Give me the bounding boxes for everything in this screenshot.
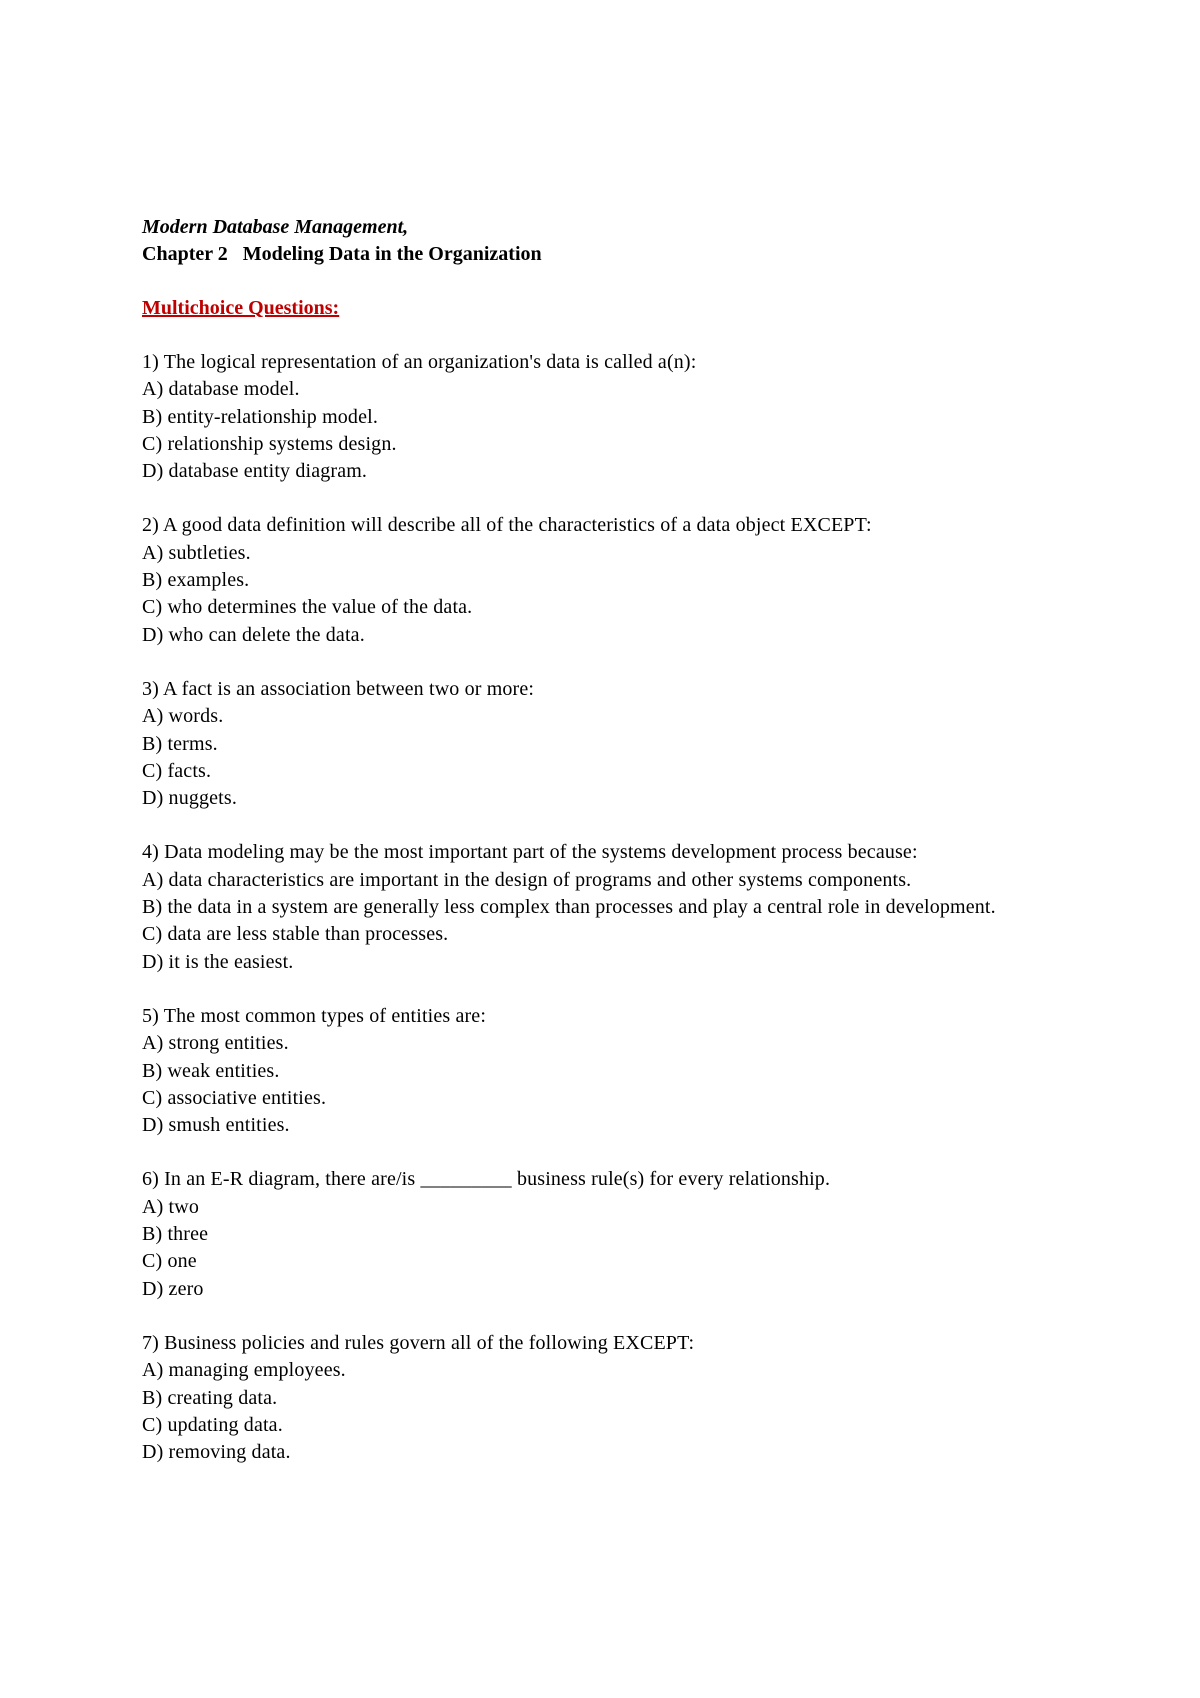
- option-c: C) one: [142, 1250, 197, 1273]
- option-d: D) zero: [142, 1277, 204, 1300]
- option-b: B) examples.: [142, 569, 250, 592]
- question-4: [142, 839, 1082, 975]
- option-b: B) the data in a system are generally less complex than processes and play a central role in development.: [142, 896, 996, 919]
- option-d: D) nuggets.: [142, 787, 237, 810]
- question-5: [142, 1003, 1082, 1139]
- option-a: A) strong entities.: [142, 1032, 289, 1055]
- option-b: B) entity-relationship model.: [142, 405, 378, 428]
- question-1: [142, 349, 1082, 485]
- question-stem: 6) In an E-R diagram, there are/is _________ business rule(s) for every relationship.: [142, 1168, 831, 1191]
- option-b: B) terms.: [142, 732, 218, 755]
- option-a: A) data characteristics are important in the design of programs and other systems components.: [142, 868, 912, 891]
- question-stem: 2) A good data definition will describe all of the characteristics of a data object EXCEPT:: [142, 514, 872, 537]
- book-title: Modern Database Management,: [142, 216, 409, 238]
- option-d: D) database entity diagram.: [142, 460, 368, 483]
- option-c: C) updating data.: [142, 1413, 283, 1436]
- question-6: [142, 1166, 1082, 1302]
- option-d: D) it is the easiest.: [142, 950, 294, 973]
- option-a: A) words.: [142, 705, 224, 728]
- option-d: D) removing data.: [142, 1441, 291, 1464]
- option-d: D) who can delete the data.: [142, 623, 365, 646]
- option-c: C) relationship systems design.: [142, 432, 397, 455]
- question-stem: 4) Data modeling may be the most important part of the systems development process because:: [142, 841, 918, 864]
- option-a: A) two: [142, 1195, 200, 1218]
- question-stem: 5) The most common types of entities are:: [142, 1004, 487, 1027]
- option-a: A) managing employees.: [142, 1359, 346, 1382]
- section-heading: Multichoice Questions:: [142, 297, 340, 319]
- section-heading-wrapper: [142, 268, 1082, 322]
- option-b: B) weak entities.: [142, 1059, 280, 1082]
- option-c: C) facts.: [142, 759, 212, 782]
- question-stem: 7) Business policies and rules govern all of the following EXCEPT:: [142, 1331, 695, 1354]
- question-7: [142, 1330, 1082, 1466]
- option-c: C) data are less stable than processes.: [142, 923, 449, 946]
- question-stem: 1) The logical representation of an organization's data is called a(n):: [142, 351, 697, 373]
- chapter-title: Chapter 2 Modeling Data in the Organization: [142, 243, 542, 265]
- document-page: [142, 214, 1082, 1466]
- option-b: B) creating data.: [142, 1386, 278, 1409]
- option-d: D) smush entities.: [142, 1114, 290, 1137]
- question-2: [142, 512, 1082, 648]
- option-c: C) associative entities.: [142, 1086, 327, 1109]
- option-b: B) three: [142, 1223, 209, 1246]
- option-a: A) subtleties.: [142, 541, 251, 564]
- question-stem: 3) A fact is an association between two or more:: [142, 677, 535, 700]
- option-c: C) who determines the value of the data.: [142, 596, 473, 619]
- option-a: A) database model.: [142, 378, 300, 401]
- question-3: [142, 676, 1082, 812]
